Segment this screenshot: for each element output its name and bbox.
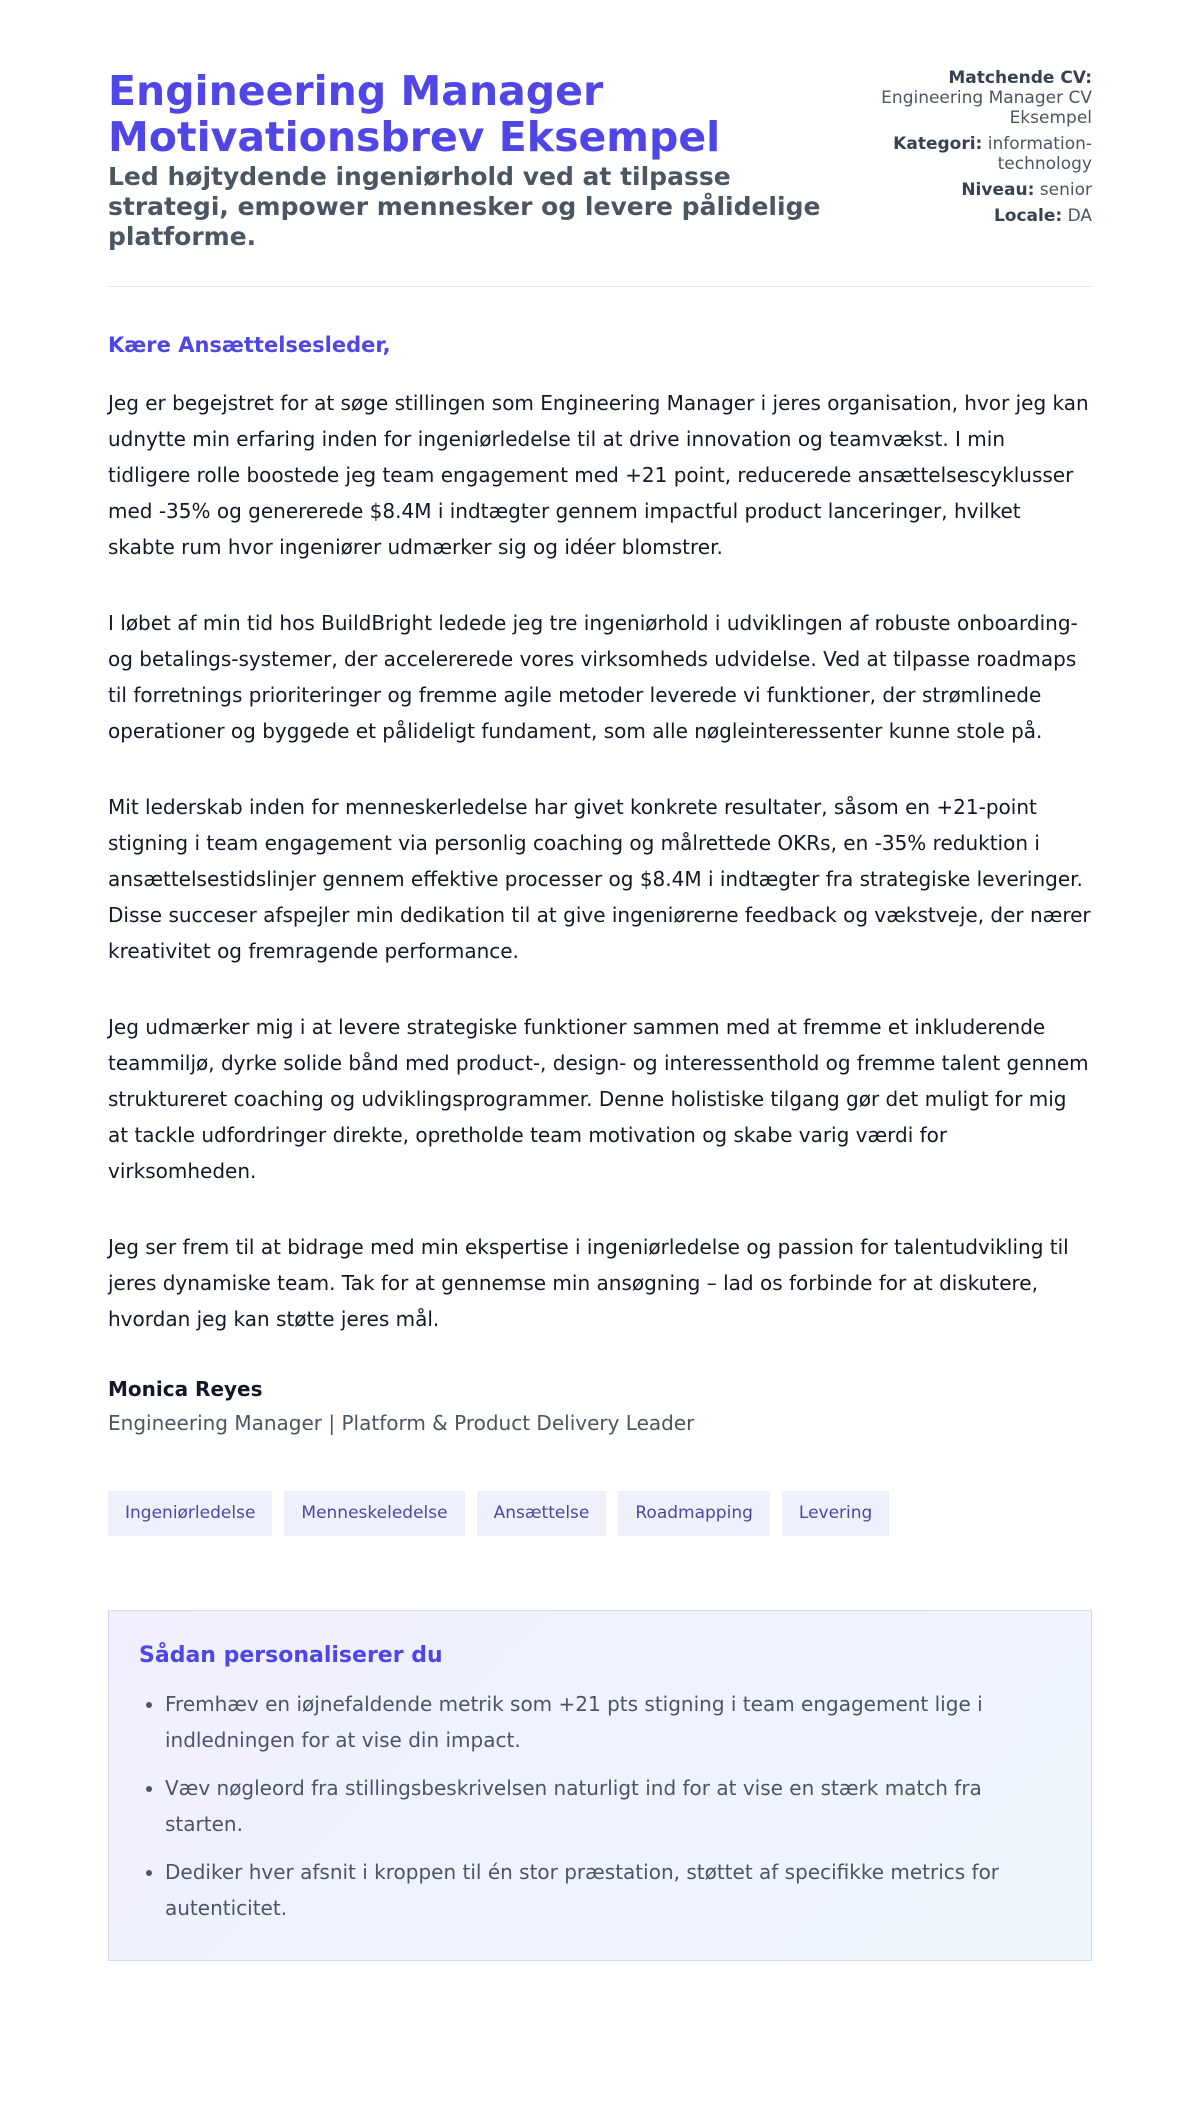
meta-cv-label: Matchende CV: bbox=[948, 68, 1092, 88]
page-subtitle: Led højtydende ingeniørhold ved at tilpasse strategi, empower mennesker og levere pålidelige platforme. bbox=[108, 162, 821, 251]
letter-paragraph-3: Mit lederskab inden for menneskerledelse har givet konkrete resultater, såsom en +21-point stigning i team engagement via personlig coaching og målrettede OKRs, en -35% reduktion i ansættelsestidslinjer gennem effektive processer og $8.4M i indtægter fra strategiske leveringer. Disse succeser afspejler min dedikation til at give ingeniørerne feedback og vækstveje, der nærer kreativitet og fremragende performance. bbox=[108, 795, 1091, 963]
skill-tag: Roadmapping bbox=[618, 1491, 770, 1536]
meta-level bbox=[841, 180, 1092, 200]
meta-matching-cv bbox=[841, 68, 1092, 128]
letter-paragraph-5: Jeg ser frem til at bidrage med min ekspertise i ingeniørledelse og passion for talentudvikling til jeres dynamiske team. Tak for at gennemse min ansøgning – lad os forbinde for at diskutere, hvordan jeg kan støtte jeres mål. bbox=[108, 1235, 1069, 1331]
skill-tag: Ingeniørledelse bbox=[108, 1491, 272, 1536]
meta-panel bbox=[841, 68, 1092, 232]
skill-tag: Menneskeledelse bbox=[284, 1491, 464, 1536]
meta-category-label: Kategori: bbox=[893, 134, 983, 154]
meta-category-value: information-technology bbox=[987, 134, 1092, 174]
tips-title: Sådan personaliserer du bbox=[139, 1643, 443, 1668]
tip-item: • Væv nøgleord fra stillingsbeskrivelsen naturligt ind for at vise en stærk match fra starten. bbox=[165, 1770, 1061, 1842]
meta-locale bbox=[841, 206, 1092, 226]
meta-locale-label: Locale: bbox=[993, 206, 1063, 226]
meta-level-value: senior bbox=[1039, 180, 1092, 200]
meta-level-label: Niveau: bbox=[961, 180, 1035, 200]
letter-paragraph-1: Jeg er begejstret for at søge stillingen som Engineering Manager i jeres organisation, hvor jeg kan udnytte min erfaring inden for ingeniørledelse til at drive innovation og teamvækst. I min tidligere rolle boostede jeg team engagement med +21 point, reducerede ansættelsescyklusser med -35% og genererede $8.4M i indtægter gennem impactful product lanceringer, hvilket skabte rum hvor ingeniører udmærker sig og idéer blomstrer. bbox=[108, 391, 1089, 559]
header-title-block bbox=[108, 68, 841, 252]
tip-item: • Fremhæv en iøjnefaldende metrik som +21 pts stigning i team engagement lige i indledningen for at vise din impact. bbox=[165, 1686, 1061, 1758]
page-title: Engineering Manager Motivationsbrev Eksempel bbox=[108, 67, 721, 161]
signature-title: Engineering Manager | Platform & Product Delivery Leader bbox=[108, 1411, 695, 1435]
letter-greeting: Kære Ansættelsesleder, bbox=[108, 333, 391, 357]
tips-list bbox=[139, 1686, 1061, 1926]
header-divider bbox=[108, 286, 1092, 287]
signature-name: Monica Reyes bbox=[108, 1377, 263, 1401]
meta-cv-value: Engineering Manager CV Eksempel bbox=[881, 88, 1092, 128]
letter-body bbox=[108, 385, 1092, 1337]
skill-tag: Ansættelse bbox=[477, 1491, 607, 1536]
skill-tag: Levering bbox=[782, 1491, 889, 1536]
meta-category bbox=[841, 134, 1092, 174]
meta-locale-value: DA bbox=[1067, 206, 1092, 226]
letter-paragraph-4: Jeg udmærker mig i at levere strategiske funktioner sammen med at fremme et inkluderende teammiljø, dyrke solide bånd med product-, design- og interessenthold og fremme talent gennem struktureret coaching og udviklingsprogrammer. Denne holistiske tilgang gør det muligt for mig at tackle udfordringer direkte, opretholde team motivation og skabe varig værdi for virksomheden. bbox=[108, 1015, 1089, 1183]
letter-paragraph-2: I løbet af min tid hos BuildBright ledede jeg tre ingeniørhold i udviklingen af robuste onboarding- og betalings-systemer, der accelererede vores virksomheds udvidelse. Ved at tilpasse roadmaps til forretnings prioriteringer og fremme agile metoder leverede vi funktioner, der strømlinede operationer og byggede et pålideligt fundament, som alle nøgleinteressenter kunne stole på. bbox=[108, 611, 1078, 743]
tip-item: • Dediker hver afsnit i kroppen til én stor præstation, støttet af specifikke metrics for autenticitet. bbox=[165, 1854, 1061, 1926]
personalization-tips-box bbox=[108, 1610, 1092, 1961]
skill-tags bbox=[108, 1491, 1092, 1536]
page-header bbox=[108, 68, 1092, 252]
